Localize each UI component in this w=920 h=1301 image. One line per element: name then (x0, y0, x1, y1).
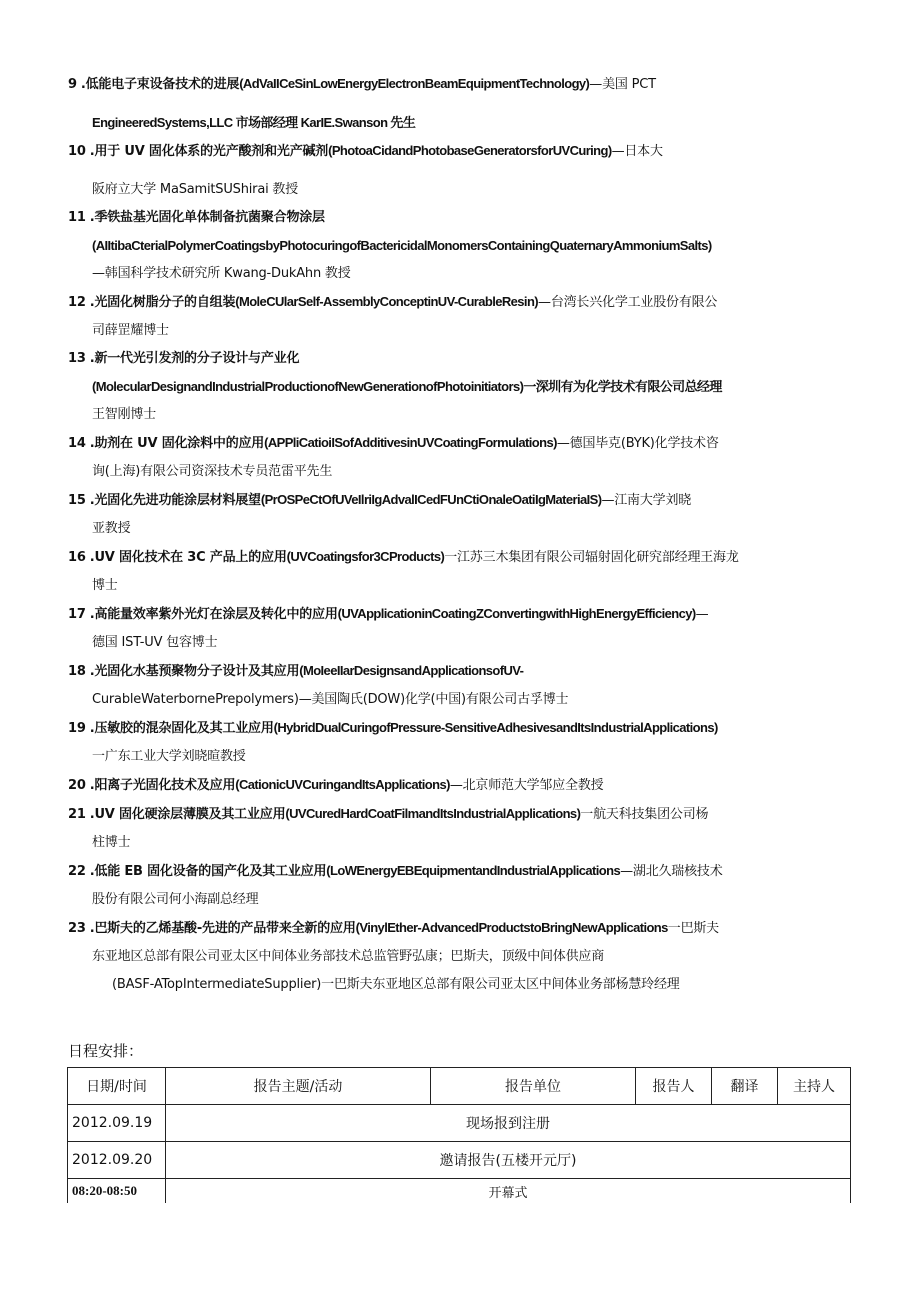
talk-title: .季铁盐基光固化单体制备抗菌聚合物涂层 (89, 210, 325, 225)
talk-speaker: —台湾长兴化学工业股份有限公 (538, 295, 718, 310)
talk-number: 18 (68, 664, 86, 679)
talk-title: .新一代光引发剂的分子设计与产业化 (89, 351, 300, 366)
talk-number: 19 (68, 721, 86, 736)
talk-speaker-cont: 司薛罡耀博士 (92, 323, 169, 338)
talk-number: 20 (68, 778, 86, 793)
talk-speaker-cont: 东亚地区总部有限公司亚太区中间体业务部技术总监管野弘康；巴斯夫，顶级中间体供应商 (92, 949, 605, 964)
talk-english-title: (PhotoaCidandPhotobaseGeneratorsforUVCuring) (328, 143, 612, 158)
talk-title: .UV 固化技术在 3C 产品上的应用 (89, 550, 287, 565)
schedule-header-row (68, 1068, 851, 1105)
schedule-row (68, 1142, 851, 1179)
talk-number: 15 (68, 493, 86, 508)
talk-english-title: (LoWEnergyEBEquipmentandIndustrialApplications (326, 863, 621, 878)
talk-number: 12 (68, 295, 86, 310)
talk-speaker: —日本大 (611, 144, 663, 159)
talk-item-10 (68, 137, 853, 204)
talk-item-16 (68, 543, 853, 600)
talk-speaker: — (695, 607, 709, 622)
talk-speaker-cont: 询(上海)有限公司资深技术专员范雷平先生 (92, 464, 333, 479)
talk-title: .低能电子束设备技术的进展 (80, 77, 240, 92)
schedule-row (68, 1105, 851, 1142)
talk-number: 13 (68, 351, 86, 366)
content-cell: 邀请报告(五楼开元厅) (166, 1142, 851, 1179)
content-cell: 开幕式 (166, 1179, 851, 1204)
talk-english-title: (UVCuredHardCoatFilmandItsIndustrialApplications) (285, 806, 581, 821)
talk-item-14 (68, 429, 853, 486)
talk-title: .用于 UV 固化体系的光产酸剂和光产碱剂 (89, 144, 329, 159)
content-cell: 现场报到注册 (166, 1105, 851, 1142)
talk-english-title: (VinylEther-AdvancedProductstoBringNewApplications (355, 920, 668, 935)
header-cell: 日期/时间 (68, 1068, 166, 1105)
header-cell: 报告主题/活动 (166, 1068, 431, 1105)
talk-speaker-cont: 股份有限公司何小海副总经理 (92, 892, 259, 907)
talk-item-20 (68, 771, 853, 800)
talk-english-title: (PrOSPeCtOfUVeIlriIgAdvalICedFUnCtiOnaleOatiIgMateriaIS) (260, 492, 602, 507)
header-cell: 报告人 (636, 1068, 712, 1105)
talk-speaker: —湖北久瑞核技术 (620, 864, 723, 879)
talk-list (68, 70, 853, 999)
talk-item-13 (68, 345, 853, 429)
talk-item-11 (68, 204, 853, 288)
talk-speaker-cont: 德国 IST-UV 包容博士 (92, 635, 218, 650)
schedule-row (68, 1179, 851, 1204)
talk-number: 22 (68, 864, 86, 879)
talk-title: .高能量效率紫外光灯在涂层及转化中的应用 (89, 607, 338, 622)
talk-item-22 (68, 857, 853, 914)
header-cell: 翻译 (712, 1068, 778, 1105)
talk-number: 17 (68, 607, 86, 622)
talk-item-15 (68, 486, 853, 543)
header-cell: 报告单位 (431, 1068, 636, 1105)
date-cell: 2012.09.19 (68, 1105, 166, 1142)
time-cell: 08:20-08:50 (68, 1179, 166, 1204)
header-cell: 主持人 (778, 1068, 851, 1105)
talk-number: 9 (68, 77, 77, 92)
talk-english-title: (AIItibaCterialPolymerCoatingsbyPhotocuringofBactericidalMonomersContainingQuaternaryAmmoniumSalts) (92, 238, 712, 253)
talk-title: .阳离子光固化技术及应用 (89, 778, 236, 793)
schedule-heading: 日程安排： (68, 1042, 144, 1060)
talk-item-23 (68, 914, 853, 999)
talk-english-title: (HybridDualCuringofPressure-SensitiveAdhesivesandItsIndustrialApplications) (273, 720, 718, 735)
talk-speaker: —美国 PCT (589, 77, 656, 92)
talk-speaker: 一巴斯夫 (667, 921, 719, 936)
talk-speaker-cont: 博士 (92, 578, 118, 593)
talk-speaker-cont: EngineeredSystems,LLC 市场部经理 KarIE.Swanson 先生 (92, 115, 416, 130)
talk-item-19 (68, 714, 853, 771)
talk-speaker-cont: 柱博士 (92, 835, 131, 850)
talk-english-title: (MolecularDesignandIndustrialProductionofNewGenerationofPhotoinitiators)一深圳有为化学技术有限公司总经理 (92, 379, 722, 394)
date-cell: 2012.09.20 (68, 1142, 166, 1179)
talk-speaker: —江南大学刘晓 (601, 493, 692, 508)
talk-title: .低能 EB 固化设备的国产化及其工业应用 (89, 864, 327, 879)
talk-number: 10 (68, 144, 86, 159)
talk-number: 11 (68, 210, 86, 225)
talk-item-9 (68, 70, 853, 137)
talk-speaker: 一江苏三木集团有限公司辐射固化研究部经理王海龙 (444, 550, 739, 565)
talk-item-17 (68, 600, 853, 657)
talk-english-title: (UVApplicationinCoatingZConvertingwithHighEnergyEfficiency) (337, 606, 696, 621)
talk-english-title: (UVCoatingsfor3CProducts) (286, 549, 445, 564)
talk-english-title: (MoleCUlarSelf-AssemblyConceptinUV-CurableResin) (235, 294, 539, 309)
talk-english-title: (AdVaIICeSinLowEnergyElectronBeamEquipmentTechnology) (239, 76, 590, 91)
talk-title: .光固化先进功能涂层材料展望 (89, 493, 261, 508)
talk-number: 21 (68, 807, 86, 822)
talk-speaker: 一航天科技集团公司杨 (580, 807, 709, 822)
talk-item-18 (68, 657, 853, 714)
talk-title: .巴斯夫的乙烯基酸-先进的产品带来全新的应用 (89, 921, 356, 936)
talk-title: .压敏胶的混杂固化及其工业应用 (89, 721, 274, 736)
talk-number: 23 (68, 921, 86, 936)
talk-speaker-cont: 阪府立大学 MaSamitSUShirai 教授 (92, 182, 299, 197)
talk-speaker: —北京师范大学邹应全教授 (449, 778, 604, 793)
talk-speaker-cont: 亚教授 (92, 521, 131, 536)
talk-speaker-cont: (BASF-ATopIntermediateSupplier)一巴斯夫东亚地区总部有限公司亚太区中间体业务部杨慧玲经理 (112, 977, 680, 992)
talk-title: .助剂在 UV 固化涂料中的应用 (89, 436, 265, 451)
talk-title: .光固化树脂分子的自组装 (89, 295, 236, 310)
talk-title: .UV 固化硬涂层薄膜及其工业应用 (89, 807, 286, 822)
talk-speaker: —德国毕克(BYK)化学技术咨 (556, 436, 719, 451)
talk-speaker-cont: 王智刚博士 (92, 407, 157, 422)
talk-number: 16 (68, 550, 86, 565)
talk-english-title: (APPliCatioiISofAdditivesinUVCoatingFormulations) (264, 435, 557, 450)
talk-speaker: CurableWaterbornePrepolymers)—美国陶氏(DOW)化学(中国)有限公司古孚博士 (92, 692, 569, 707)
talk-speaker: —韩国科学技术研究所 Kwang-DukAhn 教授 (92, 266, 351, 281)
talk-title: .光固化水基预聚物分子设计及其应用 (89, 664, 300, 679)
talk-item-21 (68, 800, 853, 857)
talk-number: 14 (68, 436, 86, 451)
talk-english-title: (CationicUVCuringandItsApplications) (235, 777, 450, 792)
talk-item-12 (68, 288, 853, 345)
talk-speaker: 一广东工业大学刘晓暄教授 (92, 749, 246, 764)
talk-english-title: (MoIeeIIarDesignsandApplicationsofUV- (299, 663, 524, 678)
schedule-table (67, 1067, 851, 1203)
